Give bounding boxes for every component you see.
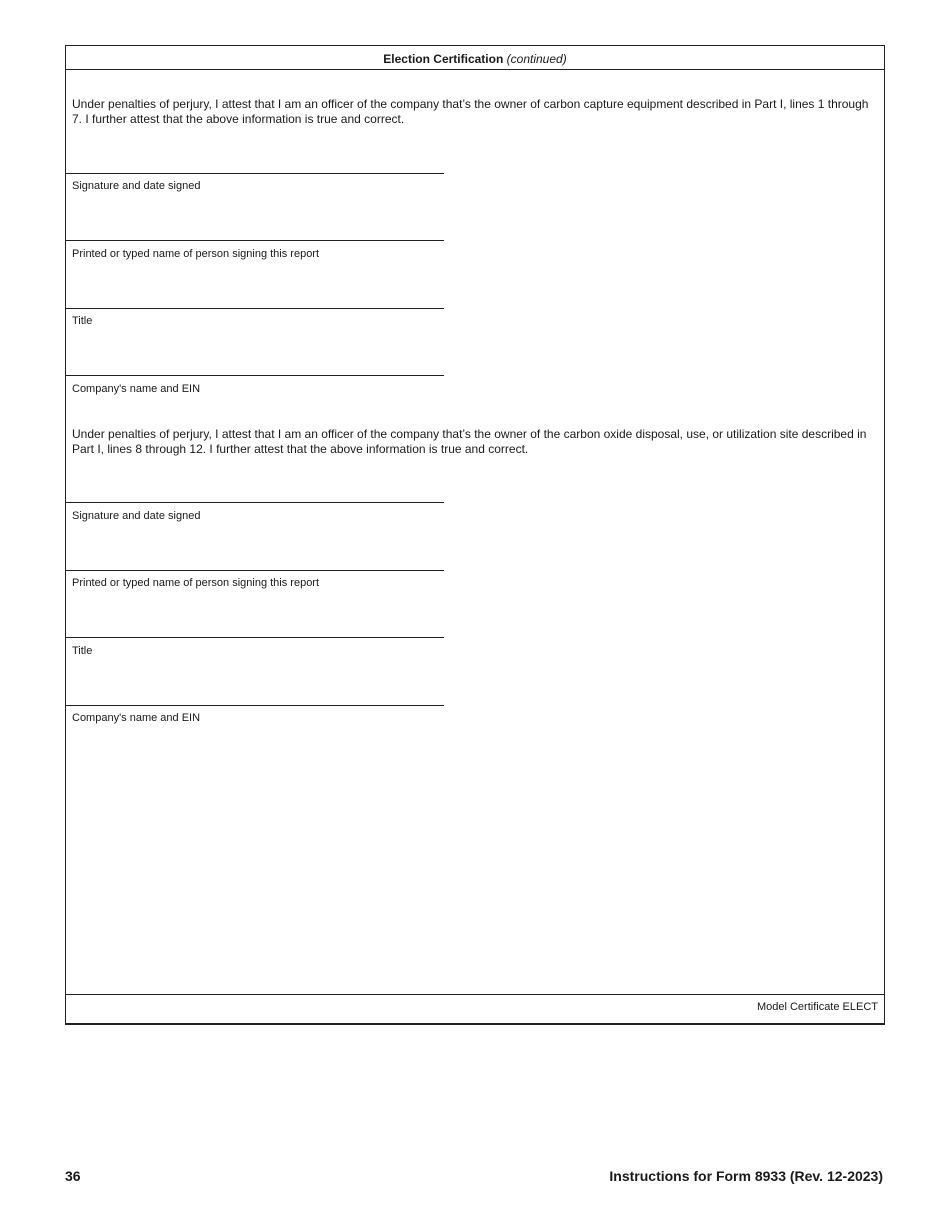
footer-divider — [66, 994, 884, 995]
form-header — [66, 46, 884, 70]
form-title: Election Certification — [383, 52, 504, 66]
model-certificate-label: Model Certificate ELECT — [756, 1001, 878, 1013]
continued-note: (continued) — [506, 52, 567, 66]
field-label-company: Company's name and EIN — [72, 383, 201, 395]
election-certification-form — [65, 45, 885, 1025]
form-identifier: Instructions for Form 8933 (Rev. 12-2023) — [609, 1168, 883, 1184]
title-line — [66, 308, 444, 309]
field-label-title: Title — [72, 315, 93, 327]
field-label-signature: Signature and date signed — [72, 510, 201, 522]
printed-name-line — [66, 570, 444, 571]
attestation-disposal-site: Under penalties of perjury, I attest that I am an officer of the company that’s the owner of the carbon oxide disposal, use, or utilization site described in Part I, lines 8 through 12. I further attest that the above information is true and correct. — [72, 427, 867, 456]
field-label-signature: Signature and date signed — [72, 180, 201, 192]
field-label-company: Company's name and EIN — [72, 712, 201, 724]
signature-line — [66, 173, 444, 174]
page-number: 36 — [65, 1168, 81, 1184]
field-label-title: Title — [72, 645, 93, 657]
printed-name-line — [66, 240, 444, 241]
title-line — [66, 637, 444, 638]
signature-line — [66, 502, 444, 503]
field-label-printed-name: Printed or typed name of person signing this report — [72, 248, 320, 260]
company-line — [66, 705, 444, 706]
company-line — [66, 375, 444, 376]
field-label-printed-name: Printed or typed name of person signing this report — [72, 577, 320, 589]
attestation-equipment: Under penalties of perjury, I attest that I am an officer of the company that’s the owner of carbon capture equipment described in Part I, lines 1 through 7. I further attest that the above information is true and correct. — [72, 97, 869, 126]
